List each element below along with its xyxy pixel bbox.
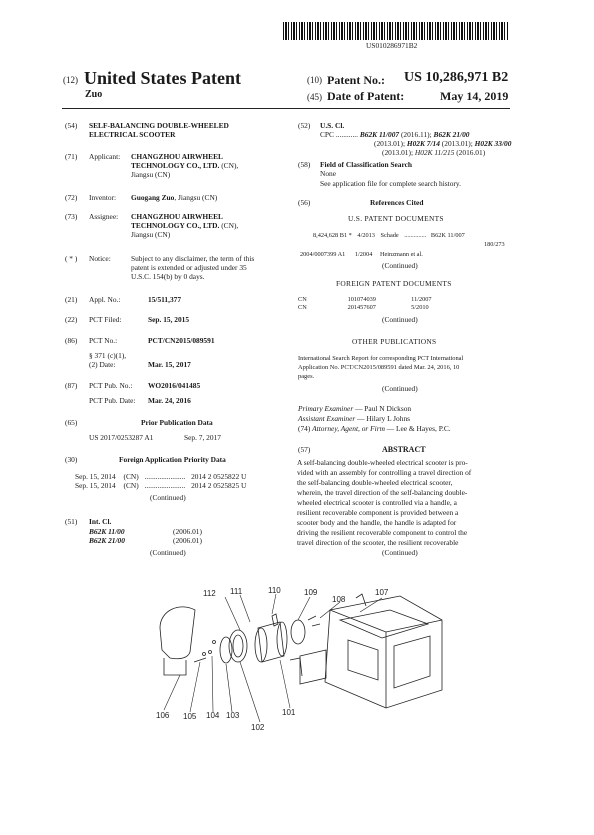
inventor-short: Zuo [85, 89, 103, 100]
fdoc-country: CN [298, 304, 307, 311]
doc-subclass: 180/273 [484, 241, 505, 248]
applicant-line-1: CHANGZHOU AIRWHEEL [131, 152, 223, 161]
doc-no: 8,424,628 B1 * [313, 232, 352, 239]
prior-pub-heading: Prior Publication Data [141, 418, 213, 427]
code-22: (22) [65, 315, 78, 324]
code-21: (21) [65, 295, 78, 304]
ring-part [220, 637, 232, 663]
us-doc-row [300, 251, 423, 258]
barcode [283, 22, 509, 40]
fig-label: 107 [375, 588, 389, 597]
assignee-label: Assignee: [89, 212, 119, 221]
code-73: (73) [65, 212, 78, 221]
code-52: (52) [298, 121, 311, 130]
fp-continued: (Continued) [150, 493, 186, 502]
abstract-line: A self-balancing double-wheeled electrical scooter is pro- [297, 458, 468, 467]
doc-class: B62K 11/007 [430, 232, 465, 239]
code-56: (56) [298, 198, 311, 207]
patent-no-label: Patent No.: [327, 73, 385, 87]
other-pub-line-1: International Search Report for corresponding PCT International [298, 355, 464, 362]
doc-no: 2004/0007399 A1 [300, 251, 346, 258]
inventor-name: Guogang Zuo [131, 193, 175, 202]
field-none: None [320, 169, 337, 178]
abstract-continued: (Continued) [382, 548, 418, 557]
fp-country: (CN) [123, 472, 139, 481]
doc-dots: .............. [404, 232, 427, 239]
pct-no: PCT/CN2015/089591 [148, 336, 215, 345]
scooter-body [325, 596, 442, 708]
doc-name: Heinzmann et al. [379, 251, 423, 258]
inventor-location: , Jiangsu (CN) [174, 193, 218, 202]
foreign-doc-row [298, 304, 429, 311]
foreign-docs-continued: (Continued) [382, 315, 418, 324]
doc-name: Schade [380, 232, 399, 239]
field-see: See application file for complete search history. [320, 179, 461, 188]
assignee-line-2: TECHNOLOGY CO., LTD. [131, 221, 220, 230]
notice-line-1: Subject to any disclaimer, the term of this [131, 254, 255, 263]
other-pub-line-3: pages. [298, 373, 315, 380]
attorney-label: Attorney, Agent, or Firm [312, 424, 385, 433]
fp-row [75, 481, 246, 490]
assignee-line-3: Jiangsu (CN) [131, 230, 171, 239]
abstract-heading: ABSTRACT [382, 445, 426, 454]
us-docs-heading: U.S. PATENT DOCUMENTS [348, 214, 444, 223]
assignee-line-1: CHANGZHOU AIRWHEEL [131, 212, 223, 221]
abstract-line: the self-balancing double-wheeled electrical scooter, [297, 478, 453, 487]
doc-date: 4/2013 [357, 232, 375, 239]
pct-pub-date: Mar. 24, 2016 [148, 396, 191, 405]
appl-no: 15/511,377 [148, 295, 182, 304]
cpc-class: H02K 7/14 [406, 139, 440, 148]
fig-label: 109 [304, 588, 318, 597]
other-pubs-continued: (Continued) [382, 384, 418, 393]
pct-pub-no: WO2016/041485 [148, 381, 201, 390]
foreign-docs-heading: FOREIGN PATENT DOCUMENTS [336, 279, 452, 288]
applicant-line-2: TECHNOLOGY CO., LTD. [131, 161, 220, 170]
abstract-line: vided with an assembly for controlling a travel direction of [297, 468, 472, 477]
handle-part [160, 607, 195, 659]
fdoc-number: 201457607 [347, 304, 376, 311]
cpc-date: (2013.01); [382, 148, 413, 157]
refs-heading: References Cited [370, 198, 424, 207]
patent-number: US 10,286,971 B2 [404, 70, 509, 85]
prior-pub-date: Sep. 7, 2017 [184, 433, 221, 442]
fp-country: (CN) [123, 481, 139, 490]
s371-date: Mar. 15, 2017 [148, 360, 191, 369]
code-30: (30) [65, 455, 78, 464]
fig-label: 104 [206, 711, 220, 720]
cpc-prefix: CPC ............ [320, 130, 358, 139]
fdoc-date: 11/2007 [411, 296, 432, 303]
int-cl-date: (2006.01) [173, 527, 202, 536]
us-doc-row [313, 232, 465, 239]
code-54: (54) [65, 121, 78, 130]
int-cl-date: (2006.01) [173, 536, 202, 545]
code-65: (65) [65, 418, 78, 427]
s371-date-label: (2) Date: [89, 360, 116, 369]
exploded-view-figure [150, 580, 450, 740]
code-notice: ( * ) [65, 254, 78, 263]
int-cl-class: B62K 21/00 [89, 536, 125, 545]
abstract-body [297, 458, 510, 548]
cpc-class: B62K 11/007 [359, 130, 400, 139]
applicant-label: Applicant: [89, 152, 121, 161]
title-line-2: ELECTRICAL SCOOTER [89, 130, 176, 139]
int-cl-continued: (Continued) [150, 548, 186, 557]
fig-label: 111 [230, 587, 243, 596]
date-label: Date of Patent: [327, 89, 405, 103]
patent-date: May 14, 2019 [440, 89, 509, 103]
prior-pub-no: US 2017/0253287 A1 [89, 433, 154, 442]
fp-dots: ...................... [144, 472, 186, 481]
pct-pub-label: PCT Pub. No.: [89, 381, 133, 390]
fig-label: 105 [183, 712, 197, 721]
appl-no-label: Appl. No.: [89, 295, 121, 304]
code-45: (45) [307, 92, 322, 102]
pct-filed-date: Sep. 15, 2015 [148, 315, 190, 324]
fdoc-country: CN [298, 296, 307, 303]
primary-examiner-label: Primary Examiner [298, 404, 354, 413]
fp-row [75, 472, 246, 481]
notice-label: Notice: [89, 254, 111, 263]
notice-line-2: patent is extended or adjusted under 35 [131, 263, 247, 272]
code-12: (12) [63, 75, 78, 85]
other-pub-line-2: Application No. PCT/CN2015/089591 dated Mar. 24, 2016, 10 [298, 364, 460, 371]
fig-label: 108 [332, 595, 346, 604]
abstract-line: resilient recoverable component is provided between a [297, 508, 459, 517]
code-71: (71) [65, 152, 78, 161]
fig-label: 101 [282, 708, 296, 717]
pct-no-label: PCT No.: [89, 336, 118, 345]
code-74: (74) [298, 424, 313, 433]
cpc-date: (2016.11); [400, 130, 432, 139]
assignee-country: (CN), [219, 221, 239, 230]
us-docs-continued: (Continued) [382, 261, 418, 270]
fp-date: Sep. 15, 2014 [75, 481, 116, 490]
code-58: (58) [298, 160, 311, 169]
other-pubs-heading: OTHER PUBLICATIONS [352, 337, 437, 346]
foreign-doc-row [298, 296, 432, 303]
primary-examiner-name: — Paul N Dickson [353, 404, 412, 413]
code-57: (57) [298, 445, 311, 454]
cpc-class: H02K 33/00 [474, 139, 512, 148]
doc-date: 1/2004 [354, 251, 373, 258]
int-cl-class: B62K 11/00 [89, 527, 125, 536]
int-cl-label: Int. Cl. [89, 517, 112, 526]
fp-number: 2014 2 0525822 U [191, 472, 247, 481]
fig-label: 112 [203, 589, 216, 598]
fig-label: 110 [268, 586, 281, 595]
code-87: (87) [65, 381, 78, 390]
cpc-class: B62K 21/00 [433, 130, 470, 139]
code-86: (86) [65, 336, 78, 345]
fp-dots: ...................... [144, 481, 186, 490]
fig-label: 102 [251, 723, 265, 732]
inventor-label: Inventor: [89, 193, 117, 202]
attorney-name: — Lee & Hayes, P.C. [384, 424, 451, 433]
abstract-line: driving the resilient recoverable component to control the [297, 528, 468, 537]
pct-filed-label: PCT Filed: [89, 315, 122, 324]
foreign-priority-heading: Foreign Application Priority Data [119, 455, 226, 464]
code-10: (10) [307, 75, 322, 85]
applicant-country: (CN), [219, 161, 239, 170]
code-51: (51) [65, 517, 78, 526]
assistant-examiner-label: Assistant Examiner [298, 414, 356, 423]
notice-line-3: U.S.C. 154(b) by 0 days. [131, 272, 205, 281]
abstract-line: travel direction of the scooter, the resilient recoverable [297, 538, 459, 547]
s371-label: § 371 (c)(1), [89, 351, 127, 360]
abstract-line: wherein, the travel direction of the self-balancing double- [297, 488, 468, 497]
abstract-line: scooter body and the handle, the handle is adapted for [297, 518, 457, 527]
cpc-date: (2013.01); [441, 139, 473, 148]
abstract-line: wheeled electrical scooter is controlled via a handle, a [297, 498, 457, 507]
fp-number: 2014 2 0525825 U [191, 481, 247, 490]
cpc-date: (2013.01); [374, 139, 405, 148]
patent-title: United States Patent [84, 68, 241, 88]
header-divider [62, 108, 510, 109]
us-cl-label: U.S. Cl. [320, 121, 345, 130]
fp-date: Sep. 15, 2014 [75, 472, 116, 481]
applicant-line-3: Jiangsu (CN) [131, 170, 171, 179]
fig-label: 103 [226, 711, 240, 720]
pct-pub-date-label: PCT Pub. Date: [89, 396, 136, 405]
code-72: (72) [65, 193, 78, 202]
cpc-date: (2016.01) [456, 148, 486, 157]
title-line-1: SELF-BALANCING DOUBLE-WHEELED [89, 121, 229, 130]
fdoc-date: 5/2010 [411, 304, 429, 311]
field-search-label: Field of Classification Search [320, 160, 413, 169]
fdoc-number: 101074039 [347, 296, 376, 303]
fig-label: 106 [156, 711, 170, 720]
cpc-class: H02K 11/215 [414, 148, 455, 157]
assistant-examiner-name: — Hilary L Johns [355, 414, 411, 423]
barcode-text: US010286971B2 [366, 41, 418, 50]
